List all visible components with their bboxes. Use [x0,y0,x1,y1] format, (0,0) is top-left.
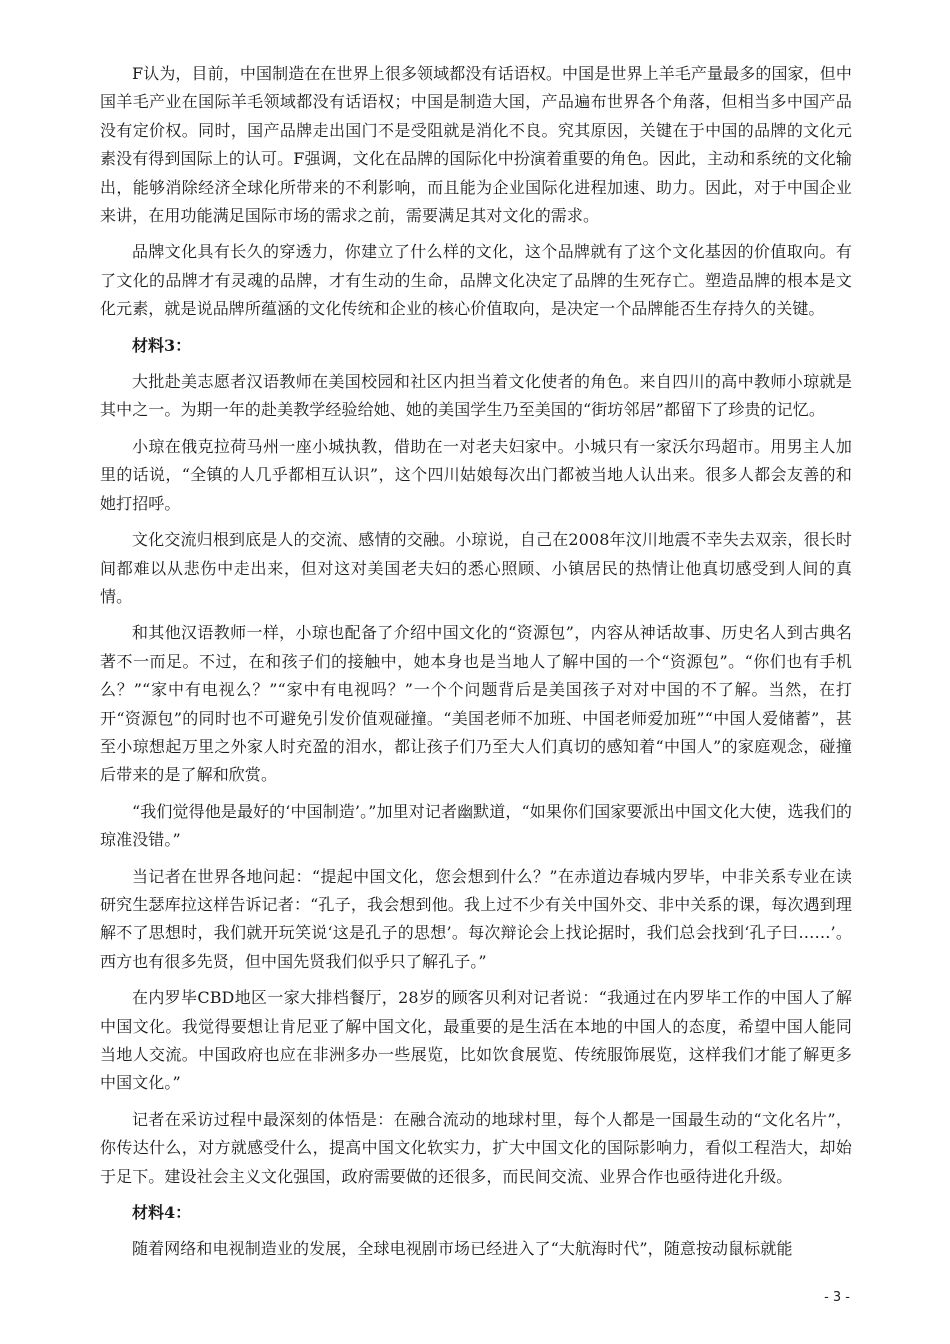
paragraph: 当记者在世界各地问起：“提起中国文化，您会想到什么？”在赤道边春城内罗毕，中非关系专业在读研究生瑟库拉这样告诉记者：“孔子，我会想到他。我上过不少有关中国外交、非中关系的课，每次遇到理解不了思想时，我们就开玩笑说‘这是孔子的思想’。每次辩论会上找论据时，我们总会找到‘孔子曰……’。西方也有很多先贤，但中国先贤我们似乎只了解孔子。” [100,866,852,971]
paragraph: 随着网络和电视制造业的发展，全球电视剧市场已经进入了“大航海时代”，随意按动鼠标就能 [132,1239,793,1259]
paragraph: F认为，目前，中国制造在在世界上很多领域都没有话语权。中国是世界上羊毛产量最多的国家，但中国羊毛产业在国际羊毛领域都没有话语权；中国是制造大国，产品遍布世界各个角落，但相当多中国产品没有定价权。同时，国产品牌走出国门不是受阻就是消化不良。究其原因，关键在于中国的品牌的文化元素没有得到国际上的认可。F强调，文化在品牌的国际化中扮演着重要的角色。因此，主动和系统的文化输出，能够消除经济全球化所带来的不利影响，而且能为企业国际化进程加速、助力。因此，对于中国企业来讲，在用功能满足国际市场的需求之前，需要满足其对文化的需求。 [100,64,852,226]
paragraph: 品牌文化具有长久的穿透力，你建立了什么样的文化，这个品牌就有了这个文化基因的价值取向。有了文化的品牌才有灵魂的品牌，才有生动的生命，品牌文化决定了品牌的生死存亡。塑造品牌的根本是文化元素，就是说品牌所蕴涵的文化传统和企业的核心价值取向，是决定一个品牌能否生存持久的关键。 [100,242,852,319]
page-number: - 3 - [824,1290,850,1305]
paragraph: 小琼在俄克拉荷马州一座小城执教，借助在一对老夫妇家中。小城只有一家沃尔玛超市。用男主人加里的话说，“全镇的人几乎都相互认识”，这个四川姑娘每次出门都被当地人认出来。很多人都会友善的和她打招呼。 [100,436,852,513]
document-page [100,60,852,1272]
paragraph: “我们觉得他是最好的‘中国制造’。”加里对记者幽默道，“如果你们国家要派出中国文化大使，选我们的琼准没错。” [100,801,852,850]
paragraph: 在内罗毕CBD地区一家大排档餐厅，28岁的顾客贝利对记者说：“我通过在内罗毕工作的中国人了解中国文化。我觉得要想让肯尼亚了解中国文化，最重要的是生活在本地的中国人的态度，希望中国人能同当地人交流。中国政府也应在非洲多办一些展览，比如饮食展览、传统服饰展览，这样我们才能了解更多中国文化。” [100,988,852,1093]
paragraph: 记者在采访过程中最深刻的体悟是：在融合流动的地球村里，每个人都是一国最生动的“文化名片”，你传达什么，对方就感受什么，提高中国文化软实力，扩大中国文化的国际影响力，看似工程浩大，却始于足下。建设社会主义文化强国，政府需要做的还很多，而民间交流、业界合作也亟待进化升级。 [100,1109,852,1186]
paragraph: 文化交流归根到底是人的交流、感情的交融。小琼说，自己在2008年汶川地震不幸失去双亲，很长时间都难以从悲伤中走出来，但对这对美国老夫妇的悉心照顾、小镇居民的热情让他真切感受到人间的真情。 [100,530,852,606]
paragraph: 和其他汉语教师一样，小琼也配备了介绍中国文化的“资源包”，内容从神话故事、历史名人到古典名著不一而足。不过，在和孩子们的接触中，她本身也是当地人了解中国的一个“资源包”。“你们也有手机么？”“家中有电视么？”“家中有电视吗？”一个个问题背后是美国孩子对对中国的不了解。当然，在打开“资源包”的同时也不可避免引发价值观碰撞。“美国老师不加班、中国老师爱加班”“中国人爱储蓄”，甚至小琼想起万里之外家人时充盈的泪水，都让孩子们乃至大人们真切的感知着“中国人”的家庭观念，碰撞后带来的是了解和欣赏。 [100,623,852,785]
section-heading-material-4: 材料4： [132,1203,192,1223]
section-heading-material-3: 材料3： [132,335,192,355]
paragraph: 大批赴美志愿者汉语教师在美国校园和社区内担当着文化使者的角色。来自四川的高中教师小琼就是其中之一。为期一年的赴美教学经验给她、她的美国学生乃至美国的“街坊邻居”都留下了珍贵的记忆。 [100,372,852,420]
